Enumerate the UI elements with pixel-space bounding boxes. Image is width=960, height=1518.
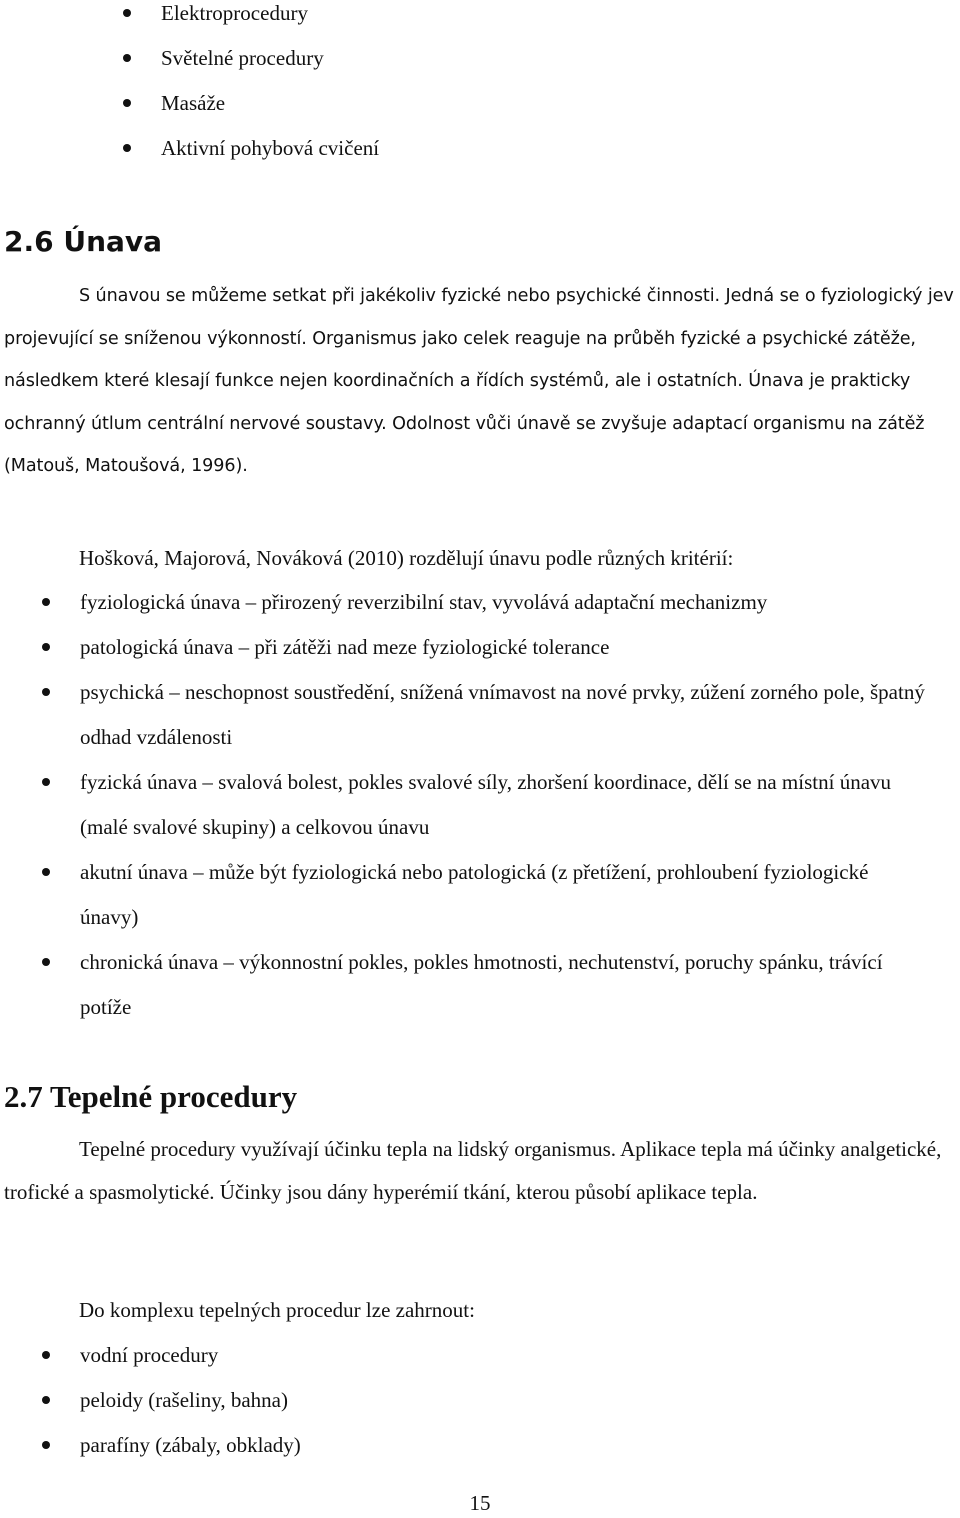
list-item: Elektroprocedury bbox=[0, 0, 960, 36]
bullet-icon bbox=[42, 688, 50, 696]
bullet-icon bbox=[42, 1351, 50, 1359]
list-item: Masáže bbox=[0, 81, 960, 126]
bullet-icon bbox=[123, 144, 131, 152]
bullet-icon bbox=[42, 1396, 50, 1404]
bullet-icon bbox=[42, 868, 50, 876]
section-heading-unava: 2.6 Únava bbox=[4, 225, 163, 258]
bullet-icon bbox=[123, 99, 131, 107]
bullet-icon bbox=[42, 778, 50, 786]
list-item: fyziologická únava – přirozený reverzibilní stav, vyvolává adaptační mechanizmy bbox=[0, 580, 930, 625]
bullet-icon bbox=[123, 9, 131, 17]
bullet-icon bbox=[42, 958, 50, 966]
list-item: akutní únava – může být fyziologická nebo patologická (z přetížení, prohloubení fyziologické únavy) bbox=[0, 850, 930, 940]
list-item: parafíny (zábaly, obklady) bbox=[0, 1423, 960, 1468]
list-item: Světelné procedury bbox=[0, 36, 960, 81]
paragraph-criteria-intro: Hošková, Majorová, Nováková (2010) rozdělují únavu podle různých kritérií: bbox=[79, 546, 734, 570]
bullet-icon bbox=[42, 643, 50, 651]
paragraph-tepelne: Tepelné procedury využívají účinku tepla na lidský organismus. Aplikace tepla má účinky analgetické, trofické a spasmolytické. Účinky jsou dány hyperémií tkání, kterou působí aplikace tepla. bbox=[4, 1137, 942, 1204]
list-item: vodní procedury bbox=[0, 1333, 960, 1378]
list-item: psychická – neschopnost soustředění, snížená vnímavost na nové prvky, zúžení zorného pole, špatný odhad vzdálenosti bbox=[0, 670, 930, 760]
section-heading-tepelne: 2.7 Tepelné procedury bbox=[4, 1079, 298, 1114]
bullet-icon bbox=[123, 54, 131, 62]
paragraph-unava: S únavou se můžeme setkat při jakékoliv fyzické nebo psychické činnosti. Jedná se o fyziologický jev projevující se sníženou výkonností. Organismus jako celek reaguje na průběh fyzické a psychické zátěže, následkem které klesají funkce nejen koordinačních a řídích systémů, ale i ostatních. Únava je prakticky ochranný útlum centrální nervové soustavy. Odolnost vůči únavě se zvyšuje adaptací organismu na zátěž (Matouš, Matoušová, 1996). bbox=[4, 286, 954, 476]
procedure-list-top bbox=[0, 0, 960, 171]
list-item: Aktivní pohybová cvičení bbox=[0, 126, 960, 171]
page-number: 15 bbox=[469, 1491, 491, 1515]
list-item: chronická únava – výkonnostní pokles, pokles hmotnosti, nechutenství, poruchy spánku, trávící potíže bbox=[0, 940, 930, 1030]
fatigue-criteria-list bbox=[0, 580, 960, 1030]
list-item: fyzická únava – svalová bolest, pokles svalové síly, zhoršení koordinace, dělí se na místní únavu (malé svalové skupiny) a celkovou únavu bbox=[0, 760, 930, 850]
list-item: peloidy (rašeliny, bahna) bbox=[0, 1378, 960, 1423]
bullet-icon bbox=[42, 1441, 50, 1449]
paragraph-procedures-intro: Do komplexu tepelných procedur lze zahrnout: bbox=[79, 1298, 475, 1322]
bullet-icon bbox=[42, 598, 50, 606]
list-item: patologická únava – při zátěži nad meze fyziologické tolerance bbox=[0, 625, 930, 670]
heat-procedure-list bbox=[0, 1333, 960, 1468]
